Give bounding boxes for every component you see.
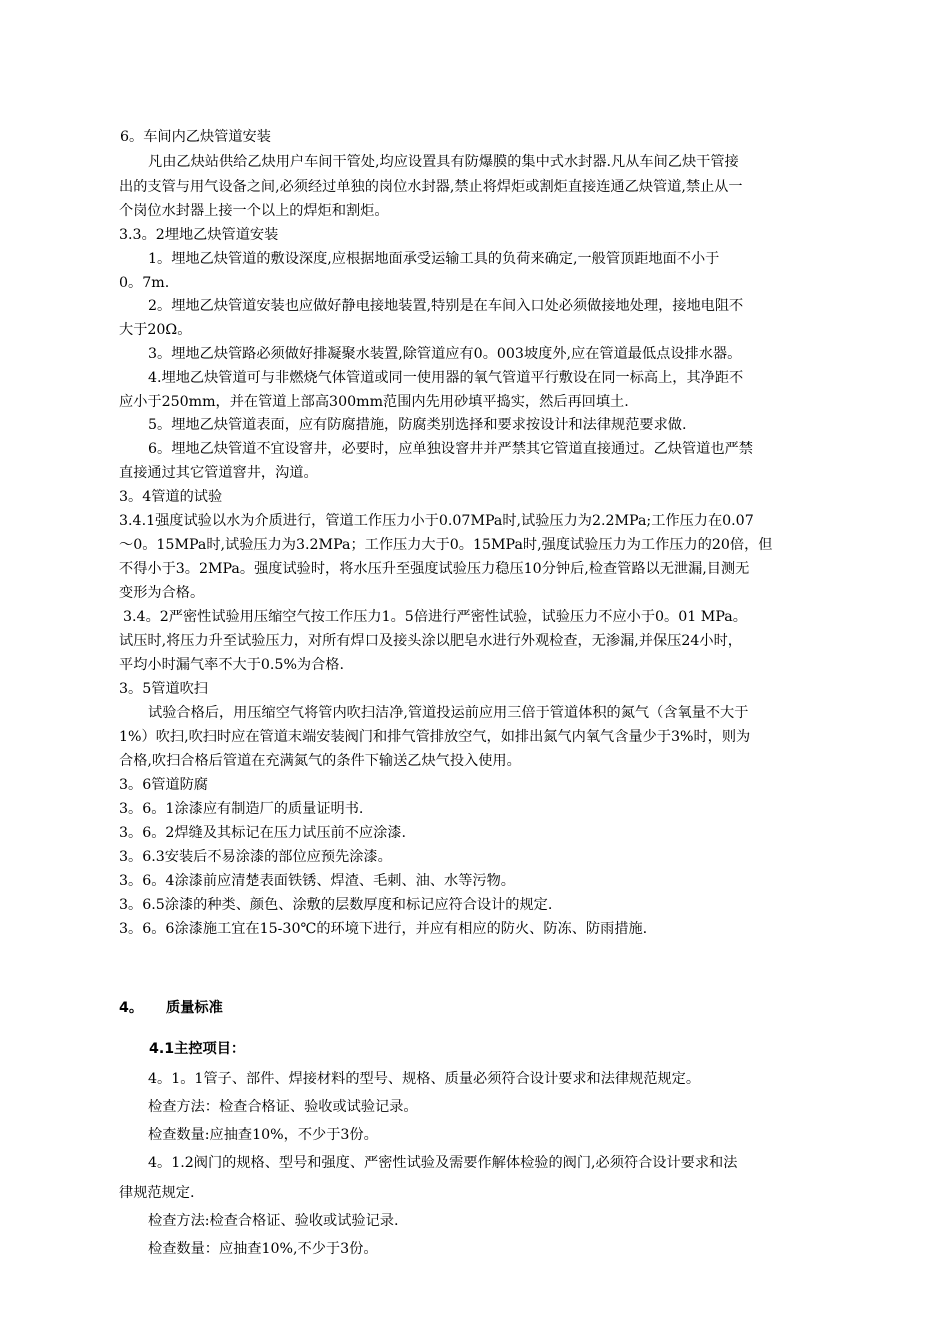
chapter-number: 4。 [119,1000,144,1016]
paragraph-line: 0。7m. [119,275,170,291]
paragraph-line: 3。6。2焊缝及其标记在压力试压前不应涂漆. [119,825,406,841]
paragraph-line: 3。6。4涂漆前应清楚表面铁锈、焊渣、毛刺、油、水等污物。 [119,873,515,889]
chapter-title: 质量标准 [166,1000,223,1016]
paragraph-line: 3。6。6涂漆施工宜在15-30℃的环境下进行，并应有相应的防火、防冻、防雨措施. [119,921,648,937]
paragraph-line: 3。6.5涂漆的种类、颜色、涂敷的层数厚度和标记应符合设计的规定. [119,897,553,913]
section-heading: 6。车间内乙炔管道安装 [120,129,271,145]
paragraph-line: 3。6。1涂漆应有制造厂的质量证明书. [119,801,364,817]
paragraph-line: 3.4.1强度试验以水为介质进行，管道工作压力小于0.07MPa时,试验压力为2.2MPa;工作压力在0.07 [119,513,754,529]
paragraph-line: 3.4。2严密性试验用压缩空气按工作压力1。5倍进行严密性试验，试验压力不应小于0。01 MPa。 [123,609,747,625]
paragraph-line: ～0。15MPa时,试验压力为3.2MPa；工作压力大于0。15MPa时,强度试验压力为工作压力的20倍，但 [119,537,773,553]
paragraph-line: 变形为合格。 [119,585,205,601]
paragraph-line: 4。1。1管子、部件、焊接材料的型号、规格、质量必须符合设计要求和法律规范规定。 [148,1071,701,1087]
paragraph-line: 5。埋地乙炔管道表面，应有防腐措施，防腐类别选择和要求按设计和法律规范要求做. [148,417,687,433]
paragraph-line: 1%）吹扫,吹扫时应在管道末端安装阀门和排气管排放空气，如排出氮气内氧气含量少于3%时，则为 [119,729,751,745]
section-heading: 3。4管道的试验 [119,489,223,505]
paragraph-line: 检查方法：检查合格证、验收或试验记录。 [148,1099,418,1115]
paragraph-line: 检查方法:检查合格证、验收或试验记录. [148,1213,399,1229]
section-heading: 3。5管道吹扫 [119,681,208,697]
paragraph-line: 4.埋地乙炔管道可与非燃烧气体管道或同一使用器的氧气管道平行敷设在同一标高上，其净距不 [148,370,744,386]
paragraph-line: 出的支管与用气设备之间,必须经过单独的岗位水封器,禁止将焊炬或割炬直接连通乙炔管道,禁止从一 [119,179,743,195]
paragraph-line: 检查数量：应抽查10%,不少于3份。 [148,1241,378,1257]
paragraph-line: 直接通过其它管道窨井，沟道。 [119,465,318,481]
paragraph-line: 1。埋地乙炔管道的敷设深度,应根据地面承受运输工具的负荷来确定,一般管顶距地面不小于 [148,251,720,267]
paragraph-line: 3。埋地乙炔管路必须做好排凝聚水装置,除管道应有0。003坡度外,应在管道最低点设排水器。 [148,346,742,362]
section-heading: 3。6管道防腐 [119,777,208,793]
paragraph-line: 合格,吹扫合格后管道在充满氮气的条件下输送乙炔气投入使用。 [119,753,521,769]
paragraph-line: 平均小时漏气率不大于0.5%为合格. [119,657,344,673]
paragraph-line: 不得小于3。2MPa。强度试验时，将水压升至强度试验压力稳压10分钟后,检查管路以无泄漏,目测无 [119,561,750,577]
section-heading: 3.3。2埋地乙炔管道安装 [119,227,279,243]
paragraph-line: 试压时,将压力升至试验压力，对所有焊口及接头涂以肥皂水进行外观检查，无渗漏,并保压24小时， [119,633,742,649]
paragraph-line: 大于20Ω。 [119,322,192,338]
subsection-heading: 4.1主控项目： [149,1041,246,1057]
paragraph-line: 3。6.3安装后不易涂漆的部位应预先涂漆。 [119,849,392,865]
paragraph-line: 检查数量:应抽查10%，不少于3份。 [148,1127,378,1143]
paragraph-line: 个岗位水封器上接一个以上的焊炬和割炬。 [119,203,389,219]
paragraph-line: 律规范规定. [119,1185,195,1201]
paragraph-line: 2。埋地乙炔管道安装也应做好静电接地装置,特别是在车间入口处必须做接地处理，接地电阻不 [148,298,744,314]
paragraph-line: 试验合格后，用压缩空气将管内吹扫洁净,管道投运前应用三倍于管道体积的氮气（含氧量不大于 [148,705,749,721]
paragraph-line: 凡由乙炔站供给乙炔用户车间干管处,均应设置具有防爆膜的集中式水封器.凡从车间乙炔干管接 [148,154,739,170]
paragraph-line: 6。埋地乙炔管道不宜设窨井，必要时，应单独设窨井并严禁其它管道直接通过。乙炔管道也严禁 [148,441,753,457]
paragraph-line: 应小于250mm，并在管道上部高300mm范围内先用砂填平捣实，然后再回填土. [119,394,629,410]
paragraph-line: 4。1.2阀门的规格、型号和强度、严密性试验及需要作解体检验的阀门,必须符合设计要求和法 [148,1155,738,1171]
